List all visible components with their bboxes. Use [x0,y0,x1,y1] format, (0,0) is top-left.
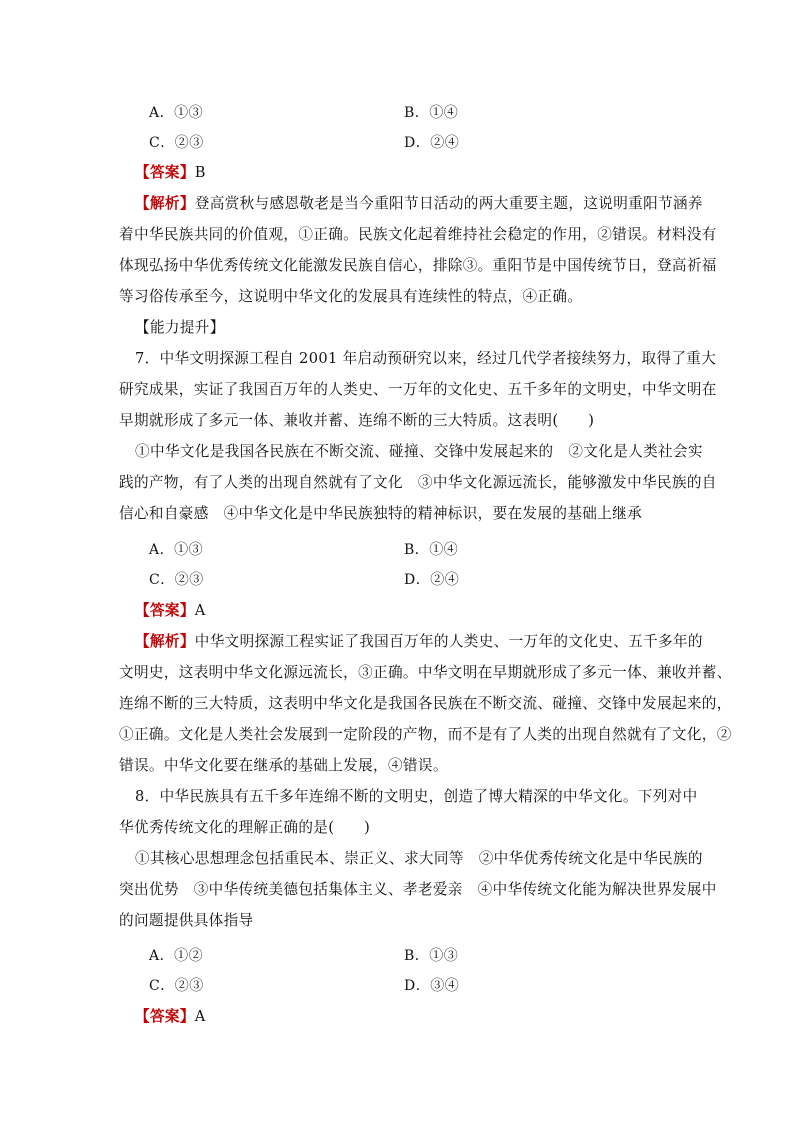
analysis-tag: 【解析】 [135,195,195,212]
question-8-stem: 华优秀传统文化的理解正确的是( ) [119,819,371,836]
answer-line [135,1008,206,1026]
question-8-statements: 突出优势 ③中华传统美德包括集体主义、孝老爱亲 ④中华传统文化能为解决世界发展中 [119,881,717,898]
analysis-text: 登高赏秋与感恩敬老是当今重阳节日活动的两大重要主题，这说明重阳节涵养 [194,195,703,212]
question-8-statements: ①其核心思想理念包括重民本、崇正义、求大同等 ②中华优秀传统文化是中华民族的 [135,850,703,867]
question-7-stem: 早期就形成了多元一体、兼收并蓄、连绵不断的三大特质。这表明( ) [119,412,595,429]
analysis-line: 错误。中华文化要在继承的基础上发展，④错误。 [119,757,448,774]
answer-line [135,164,206,182]
analysis-tag: 【解析】 [135,633,195,650]
answer-value: A [194,602,206,619]
answer-value: B [194,164,206,181]
option-b: B．①④ [404,542,459,558]
option-c: C．②③ [149,135,204,151]
option-a: A．①② [149,948,204,964]
analysis-line: 连绵不断的三大特质，这表明中华文化是我国各民族在不断交流、碰撞、交锋中发展起来的， [119,695,732,712]
option-d: D．②④ [404,572,460,588]
analysis-line: ①正确。文化是人类社会发展到一定阶段的产物，而不是有了人类的出现自然就有了文化，② [119,726,732,743]
analysis-line: 着中华民族共同的价值观，①正确。民族文化起着维持社会稳定的作用，②错误。材料没有 [119,226,717,243]
analysis-line: 等习俗传承至今，这说明中华文化的发展具有连续性的特点，④正确。 [119,288,583,305]
question-7-statements: 践的产物，有了人类的出现自然就有了文化 ③中华文化源远流长，能够激发中华民族的自 [119,474,717,491]
option-d: D．③④ [404,978,460,994]
question-8-statements: 的问题提供具体指导 [119,912,254,929]
answer-tag: 【答案】 [135,1008,195,1025]
section-heading: 【能力提升】 [135,319,225,336]
answer-value: A [194,1008,206,1025]
option-a: A．①③ [149,105,204,121]
analysis-line: 体现弘扬中华优秀传统文化能激发民族自信心，排除③。重阳节是中国传统节日，登高祈福 [119,257,717,274]
analysis-line [135,195,703,213]
option-a: A．①③ [149,542,204,558]
question-7-stem: 研究成果，实证了我国百万年的人类史、一万年的文化史、五千多年的文明史，中华文明在 [119,381,717,398]
answer-line [135,602,206,620]
option-c: C．②③ [149,572,204,588]
analysis-text: 中华文明探源工程实证了我国百万年的人类史、一万年的文化史、五千多年的 [194,633,703,650]
option-c: C．②③ [149,978,204,994]
analysis-line [135,633,703,651]
option-b: B．①③ [404,948,459,964]
analysis-line: 文明史，这表明中华文化源远流长，③正确。中华文明在早期就形成了多元一体、兼收并蓄、 [119,664,732,681]
option-b: B．①④ [404,105,459,121]
question-7-statements: ①中华文化是我国各民族在不断交流、碰撞、交锋中发展起来的 ②文化是人类社会实 [135,443,703,460]
option-d: D．②④ [404,135,460,151]
question-7-statements: 信心和自豪感 ④中华文化是中华民族独特的精神标识，要在发展的基础上继承 [119,505,643,522]
question-7-stem: 7．中华文明探源工程自 2001 年启动预研究以来，经过几代学者接续努力，取得了重大 [135,350,717,367]
answer-tag: 【答案】 [135,164,195,181]
answer-tag: 【答案】 [135,602,195,619]
question-8-stem: 8．中华民族具有五千多年连绵不断的文明史，创造了博大精深的中华文化。下列对中 [135,788,698,805]
